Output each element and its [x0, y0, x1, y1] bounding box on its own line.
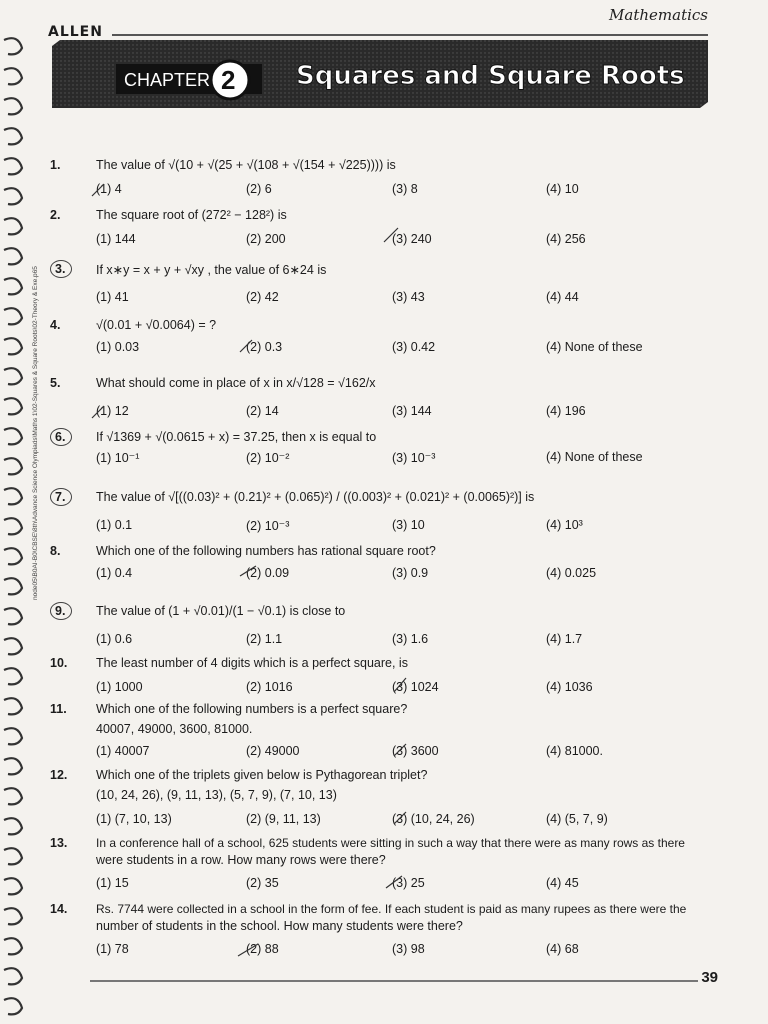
question-number: 6. [50, 430, 90, 444]
question-number: 3. [50, 262, 90, 276]
options-row [96, 182, 736, 198]
option: (3) 1.6 [392, 632, 429, 646]
option: (4) 10³ [546, 518, 583, 532]
question-number: 11. [50, 702, 67, 716]
question-number: 7. [50, 490, 90, 504]
options-row [96, 404, 736, 420]
option: (3) 1024 [392, 680, 439, 694]
question-text-line2: 40007, 49000, 3600, 81000. [96, 722, 253, 736]
question-number: 2. [50, 208, 61, 222]
option: (4) 1036 [546, 680, 593, 694]
question-text: The value of √[((0.03)² + (0.21)² + (0.065)²) / ((0.003)² + (0.021)² + (0.0065)²)] is [96, 490, 535, 504]
question-text: If √1369 + √(0.0615 + x) = 37.25, then x is equal to [96, 430, 377, 444]
question-text-line2: were students in a row. How many rows were there? [96, 853, 386, 867]
question-text-line2: number of students in the school. How many students were there? [96, 919, 463, 933]
question-text: Which one of the following numbers is a perfect square? [96, 702, 408, 716]
chapter-number: 2 [221, 65, 236, 95]
options-row [96, 942, 736, 958]
question-text-line2: (10, 24, 26), (9, 11, 13), (5, 7, 9), (7, 10, 13) [96, 788, 337, 802]
option: (3) 98 [392, 942, 425, 956]
question-text: What should come in place of x in x/√128 = √162/x [96, 376, 376, 390]
options-row [96, 340, 736, 356]
header-rule [112, 34, 708, 36]
option: (1) 1000 [96, 680, 143, 694]
question-6 [50, 430, 730, 476]
question-2 [50, 208, 730, 254]
option: (4) 1.7 [546, 632, 583, 646]
question-5 [50, 376, 730, 422]
option: (2) 10⁻³ [246, 519, 290, 533]
option: (4) 68 [546, 942, 579, 956]
chapter-title: Squares and Square Roots [296, 61, 685, 91]
option: (1) 0.6 [96, 632, 133, 646]
question-3 [50, 262, 730, 308]
option: (2) 0.09 [246, 566, 290, 580]
option: (4) 10 [546, 182, 579, 196]
option: (4) (5, 7, 9) [546, 812, 608, 826]
option: (3) 144 [392, 404, 432, 418]
option: (2) 200 [246, 232, 286, 246]
question-text: Which one of the triplets given below is Pythagorean triplet? [96, 768, 428, 782]
options-row [96, 680, 736, 696]
question-number: 4. [50, 318, 61, 332]
option: (3) 0.42 [392, 340, 436, 354]
option: (3) 240 [392, 232, 432, 246]
footer-rule [90, 980, 698, 982]
question-text: If x∗y = x + y + √xy , the value of 6∗24 is [96, 263, 327, 277]
option: (4) 44 [546, 290, 579, 304]
option: (3) 10⁻³ [392, 451, 436, 465]
question-text: The least number of 4 digits which is a perfect square, is [96, 656, 408, 670]
question-7 [50, 490, 730, 536]
options-row [96, 632, 736, 648]
options-row [96, 876, 736, 892]
options-row [96, 450, 736, 466]
question-number: 8. [50, 544, 61, 558]
option: (1) 15 [96, 876, 129, 890]
question-text: √(0.01 + √0.0064) = ? [96, 318, 217, 332]
option: (2) 49000 [246, 744, 300, 758]
option: (2) 14 [246, 404, 279, 418]
question-1 [50, 158, 730, 204]
question-4 [50, 318, 730, 364]
question-10 [50, 656, 730, 696]
options-row [96, 744, 736, 760]
chapter-banner [52, 40, 708, 108]
options-row [96, 232, 736, 248]
question-number: 1. [50, 158, 61, 172]
option: (3) (10, 24, 26) [392, 812, 475, 826]
option: (2) 0.3 [246, 340, 283, 354]
chapter-label: CHAPTER [124, 70, 211, 90]
question-number: 12. [50, 768, 68, 782]
question-number: 5. [50, 376, 61, 390]
option: (1) 40007 [96, 744, 150, 758]
option: (2) 88 [246, 942, 279, 956]
option: (4) None of these [546, 450, 643, 464]
option: (2) (9, 11, 13) [246, 812, 321, 826]
option: (2) 42 [246, 290, 279, 304]
options-row [96, 290, 736, 306]
question-text: In a conference hall of a school, 625 students were sitting in such a way that there were as many rows as there [96, 836, 685, 850]
option: (2) 1.1 [246, 632, 283, 646]
question-number: 14. [50, 902, 68, 916]
option: (3) 25 [392, 876, 425, 890]
option: (1) 0.4 [96, 566, 133, 580]
option: (1) 41 [96, 290, 129, 304]
option: (4) 81000. [546, 744, 603, 758]
option: (3) 0.9 [392, 566, 429, 580]
option: (1) 144 [96, 232, 136, 246]
option: (1) (7, 10, 13) [96, 812, 172, 826]
question-number: 9. [50, 604, 90, 618]
question-text: Rs. 7744 were collected in a school in the form of fee. If each student is paid as many rupees as there were the [96, 902, 687, 916]
subject-title: Mathematics [609, 6, 708, 24]
option: (1) 10⁻¹ [96, 451, 140, 465]
options-row [96, 812, 736, 828]
question-13 [50, 836, 730, 896]
option: (1) 0.03 [96, 340, 140, 354]
question-9 [50, 604, 730, 650]
option: (1) 4 [96, 182, 122, 196]
brand-logo: ALLEN [48, 24, 103, 40]
option: (2) 1016 [246, 680, 293, 694]
option: (2) 6 [246, 182, 272, 196]
question-14 [50, 902, 730, 962]
option: (3) 43 [392, 290, 425, 304]
options-row [96, 518, 736, 534]
option: (4) 0.025 [546, 566, 597, 580]
question-text: The square root of (272² − 128²) is [96, 208, 287, 222]
option: (4) None of these [546, 340, 643, 354]
option: (4) 196 [546, 404, 586, 418]
question-8 [50, 544, 730, 590]
option: (3) 8 [392, 182, 418, 196]
question-text: The value of √(10 + √(25 + √(108 + √(154 + √225)))) is [96, 158, 396, 172]
question-text: Which one of the following numbers has rational square root? [96, 544, 436, 558]
page-number: 39 [701, 969, 718, 986]
option: (1) 78 [96, 942, 129, 956]
option: (1) 0.1 [96, 518, 133, 532]
option: (1) 12 [96, 404, 129, 418]
question-11 [50, 702, 730, 762]
question-number: 13. [50, 836, 68, 850]
option: (3) 3600 [392, 744, 439, 758]
file-path-sidetext: node05\B0AI-B0\CBSE\8th\Advance Science Olympiads\Maths 1\02-Squares & Square Roots\02-Theory & Exe.p65 [32, 266, 39, 600]
option: (4) 256 [546, 232, 586, 246]
question-text: The value of (1 + √0.01)/(1 − √0.1) is close to [96, 604, 346, 618]
option: (2) 35 [246, 876, 279, 890]
option: (4) 45 [546, 876, 579, 890]
options-row [96, 566, 736, 582]
question-12 [50, 768, 730, 828]
option: (3) 10 [392, 518, 425, 532]
question-number: 10. [50, 656, 68, 670]
option: (2) 10⁻² [246, 451, 290, 465]
